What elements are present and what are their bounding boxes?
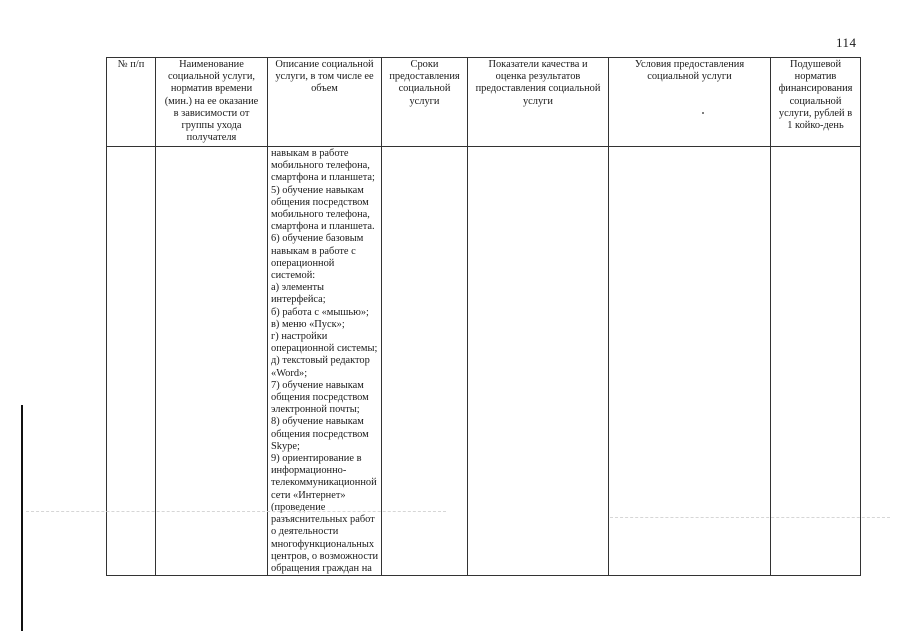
header-conditions: Условия предоставления социальной услуги (609, 58, 771, 147)
header-description: Описание социальной услуги, в том числе ее объем (268, 58, 382, 147)
scan-edge-bar (21, 405, 23, 631)
cell-conditions (609, 147, 771, 576)
header-service-name: Наименование социальной услуги, норматив времени (мин.) на ее оказание в зависимости от группы ухода получателя (156, 58, 268, 147)
cell-description: навыкам в работе мобильного телефона, смартфона и планшета; 5) обучение навыкам общения посредством мобильного телефона, смартфона и планшета. 6) обучение базовым навыкам в работе с операционной системой: а) элементы интерфейса; б) работа с «мышью»; в) меню «Пуск»; г) настройки операционной системы; д) текстовый редактор «Word»; 7) обучение навыкам общения посредством электронной почты; 8) обучение навыкам общения посредством Skype; 9) ориентирование в информационно- телекоммуникационной сети «Интернет» (проведение разъяснительных работ о деятельности многофункциональных центров, о возможности обращения граждан на (268, 147, 382, 576)
header-quality-indicators: Показатели качества и оценка результатов предоставления социальной услуги (468, 58, 609, 147)
header-number: № п/п (107, 58, 156, 147)
scan-artifact-line (610, 517, 890, 518)
scan-speck (702, 112, 704, 114)
cell-quality-indicators (468, 147, 609, 576)
header-financing-norm: Подушевой норматив финансирования социальной услуги, рублей в 1 койко-день (771, 58, 861, 147)
social-services-table (106, 57, 861, 576)
table-header-row (107, 58, 861, 147)
scan-artifact-line (26, 511, 446, 512)
header-terms: Сроки предоставления социальной услуги (382, 58, 468, 147)
page-number: 114 (836, 35, 857, 50)
cell-financing-norm (771, 147, 861, 576)
